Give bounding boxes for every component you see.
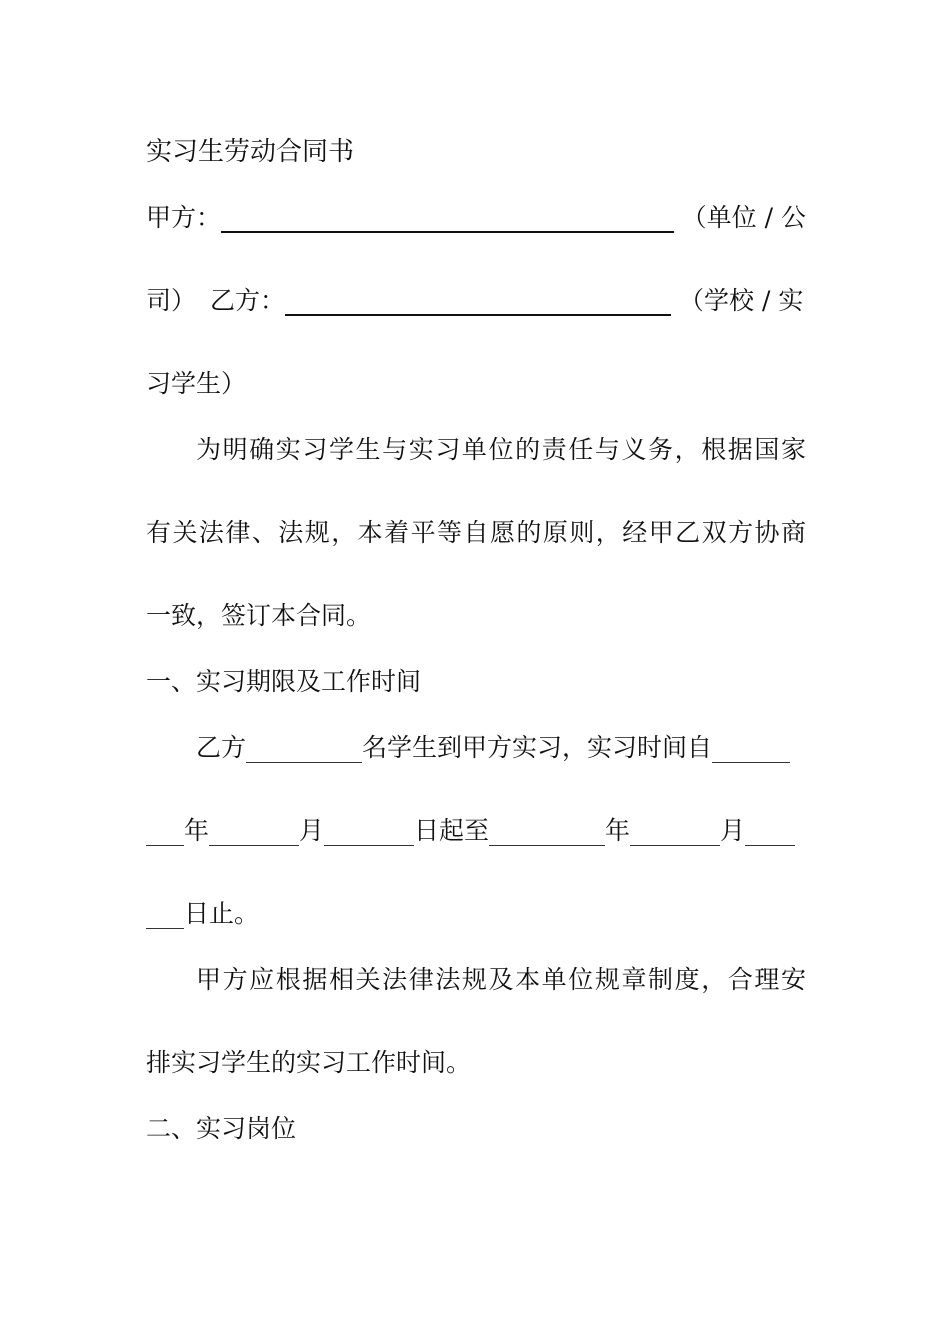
section-1-para-1-line-2 (146, 816, 806, 846)
document-title: 实习生劳动合同书 (146, 137, 355, 167)
party-a-suffix-continued: 司） (146, 286, 197, 315)
start-day-blank (324, 823, 414, 846)
party-b-ref: 乙方 (196, 733, 247, 762)
student-count-blank (246, 740, 362, 763)
end-day-unit: 日止。 (184, 899, 260, 928)
end-year-unit: 年 (605, 816, 631, 845)
end-month-blank (630, 823, 720, 846)
section-1-para-1-line-1 (196, 733, 806, 763)
preamble-line-2: 有关法律、法规，本着平等自愿的原则，经甲乙双方协商 (146, 518, 806, 547)
section-1-para-2-line-2: 排实习学生的实习工作时间。 (146, 1048, 472, 1077)
end-day-blank-part-1 (745, 823, 795, 846)
party-b-line (146, 286, 806, 316)
party-b-label: 乙方： (210, 286, 286, 315)
party-a-label: 甲方： (146, 203, 222, 232)
students-text: 名学生到甲方实习，实习时间自 (362, 733, 713, 762)
section-1-heading: 一、实习期限及工作时间 (146, 667, 422, 696)
start-year-unit: 年 (184, 816, 210, 845)
section-1-para-2-line-1: 甲方应根据相关法律法规及本单位规章制度，合理安 (196, 965, 806, 994)
end-day-blank-part-2 (146, 906, 184, 929)
party-a-line (146, 203, 806, 233)
party-a-fill-blank (221, 209, 674, 233)
end-year-blank (489, 823, 605, 846)
preamble-line-1: 为明确实习学生与实习单位的责任与义务，根据国家 (196, 435, 806, 464)
section-2-heading: 二、实习岗位 (146, 1114, 297, 1143)
preamble-line-3: 一致，签订本合同。 (146, 601, 372, 630)
end-month-unit: 月 (720, 816, 746, 845)
party-a-suffix: （单位 / 公 (681, 203, 806, 232)
start-year-blank-part-1 (712, 740, 790, 763)
start-year-blank-part-2 (146, 823, 184, 846)
start-month-unit: 月 (299, 816, 325, 845)
start-month-blank (209, 823, 299, 846)
party-b-suffix-continued: 习学生） (146, 369, 247, 398)
section-1-para-1-line-3 (146, 899, 806, 929)
party-b-suffix: （学校 / 实 (679, 286, 804, 315)
start-day-unit: 日起至 (414, 816, 490, 845)
party-b-fill-blank (285, 292, 671, 316)
